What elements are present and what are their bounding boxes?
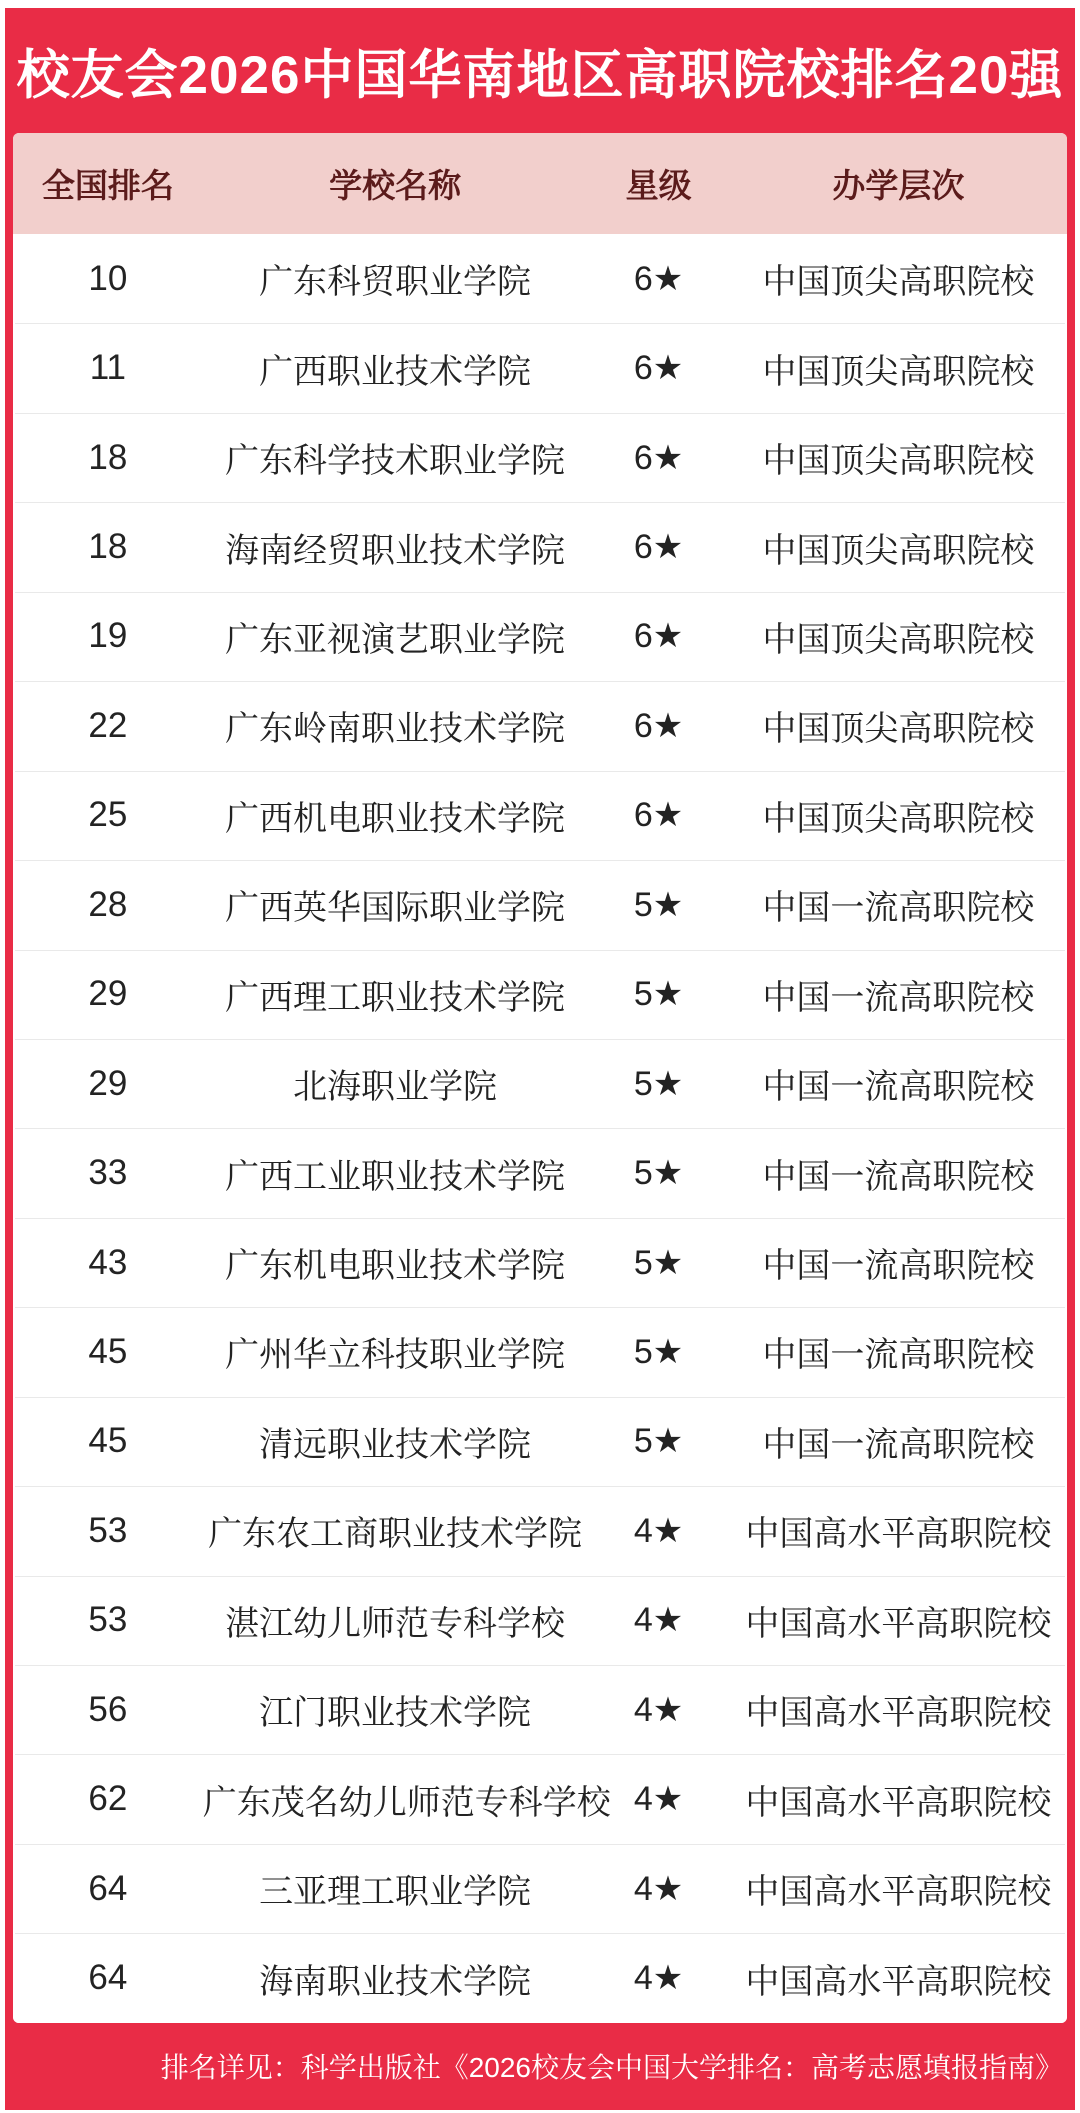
cell-star-rating: 5★ bbox=[633, 885, 684, 924]
cell-national-rank: 29 bbox=[88, 1063, 128, 1103]
cell-national-rank: 56 bbox=[88, 1689, 128, 1729]
table-row bbox=[13, 1665, 1067, 1754]
cell-school-name: 江门职业技术学院 bbox=[259, 1694, 532, 1733]
cell-national-rank: 45 bbox=[88, 1331, 128, 1371]
cell-star-rating: 5★ bbox=[633, 1154, 684, 1193]
cell-school-name: 广西理工职业技术学院 bbox=[225, 978, 566, 1017]
cell-school-level: 中国顶尖高职院校 bbox=[762, 799, 1035, 838]
cell-school-name: 广东农工商职业技术学院 bbox=[208, 1515, 583, 1554]
title-bar bbox=[5, 8, 1075, 133]
table-row bbox=[13, 234, 1067, 323]
cell-star-rating: 6★ bbox=[633, 349, 684, 388]
cell-school-level: 中国一流高职院校 bbox=[762, 978, 1035, 1017]
table-row bbox=[13, 1933, 1067, 2022]
cell-national-rank: 18 bbox=[88, 437, 128, 477]
cell-school-level: 中国高水平高职院校 bbox=[745, 1962, 1052, 2001]
cell-star-rating: 5★ bbox=[633, 1243, 684, 1282]
cell-school-level: 中国一流高职院校 bbox=[762, 1336, 1035, 1375]
cell-star-rating: 6★ bbox=[633, 259, 684, 298]
cell-school-name: 广东机电职业技术学院 bbox=[225, 1247, 566, 1286]
cell-school-name: 广西工业职业技术学院 bbox=[225, 1157, 566, 1196]
table-header-row bbox=[13, 133, 1067, 234]
ranking-table-card bbox=[13, 133, 1067, 2023]
cell-school-level: 中国高水平高职院校 bbox=[745, 1694, 1052, 1733]
cell-school-name: 三亚理工职业学院 bbox=[259, 1873, 532, 1912]
cell-star-rating: 4★ bbox=[633, 1511, 684, 1550]
cell-school-level: 中国高水平高职院校 bbox=[745, 1515, 1052, 1554]
table-row bbox=[13, 1486, 1067, 1575]
table-body bbox=[13, 234, 1067, 2023]
table-row bbox=[13, 413, 1067, 502]
cell-school-level: 中国顶尖高职院校 bbox=[762, 442, 1035, 481]
cell-school-name: 广西职业技术学院 bbox=[259, 352, 532, 391]
cell-school-name: 北海职业学院 bbox=[293, 1068, 498, 1107]
cell-national-rank: 43 bbox=[88, 1242, 128, 1282]
cell-national-rank: 22 bbox=[88, 705, 128, 745]
cell-school-name: 广东科贸职业学院 bbox=[259, 263, 532, 302]
table-row bbox=[13, 1218, 1067, 1307]
cell-school-name: 广西机电职业技术学院 bbox=[225, 799, 566, 838]
cell-national-rank: 64 bbox=[88, 1868, 128, 1908]
cell-star-rating: 4★ bbox=[633, 1780, 684, 1819]
table-row bbox=[13, 502, 1067, 591]
table-row bbox=[13, 323, 1067, 412]
table-row bbox=[13, 592, 1067, 681]
footer-bar bbox=[5, 2023, 1075, 2110]
cell-school-name: 广东亚视演艺职业学院 bbox=[225, 620, 566, 659]
cell-national-rank: 53 bbox=[88, 1600, 128, 1640]
table-row bbox=[13, 1844, 1067, 1933]
column-header-national-rank: 全国排名 bbox=[41, 167, 174, 204]
cell-school-name: 广西英华国际职业学院 bbox=[225, 889, 566, 928]
table-row bbox=[13, 1754, 1067, 1843]
cell-school-name: 海南职业技术学院 bbox=[259, 1962, 532, 2001]
cell-school-level: 中国一流高职院校 bbox=[762, 1157, 1035, 1196]
cell-star-rating: 6★ bbox=[633, 528, 684, 567]
cell-school-name: 广东岭南职业技术学院 bbox=[225, 710, 566, 749]
cell-national-rank: 11 bbox=[89, 348, 127, 388]
cell-star-rating: 5★ bbox=[633, 975, 684, 1014]
cell-national-rank: 18 bbox=[88, 527, 128, 567]
cell-star-rating: 4★ bbox=[633, 1690, 684, 1729]
cell-star-rating: 6★ bbox=[633, 706, 684, 745]
cell-school-name: 广东科学技术职业学院 bbox=[225, 442, 566, 481]
cell-national-rank: 25 bbox=[88, 795, 128, 835]
table-row bbox=[13, 860, 1067, 949]
cell-national-rank: 62 bbox=[88, 1779, 128, 1819]
cell-school-level: 中国高水平高职院校 bbox=[745, 1873, 1052, 1912]
table-row bbox=[13, 950, 1067, 1039]
cell-star-rating: 4★ bbox=[633, 1869, 684, 1908]
table-row bbox=[13, 1128, 1067, 1217]
page-title: 校友会2026中国华南地区高职院校排名20强 bbox=[16, 45, 1064, 105]
column-header-school-name: 学校名称 bbox=[329, 167, 462, 204]
cell-star-rating: 6★ bbox=[633, 617, 684, 656]
column-header-star-rating: 星级 bbox=[625, 167, 692, 204]
cell-school-level: 中国一流高职院校 bbox=[762, 889, 1035, 928]
cell-star-rating: 5★ bbox=[633, 1422, 684, 1461]
table-row bbox=[13, 681, 1067, 770]
cell-star-rating: 6★ bbox=[633, 796, 684, 835]
table-row bbox=[13, 1397, 1067, 1486]
cell-school-name: 广州华立科技职业学院 bbox=[225, 1336, 566, 1375]
cell-national-rank: 19 bbox=[88, 616, 128, 656]
cell-national-rank: 28 bbox=[88, 884, 128, 924]
cell-national-rank: 10 bbox=[88, 258, 128, 298]
column-header-school-level: 办学层次 bbox=[832, 167, 965, 204]
cell-school-level: 中国一流高职院校 bbox=[762, 1425, 1035, 1464]
cell-school-name: 湛江幼儿师范专科学校 bbox=[225, 1604, 566, 1643]
table-row bbox=[13, 1576, 1067, 1665]
cell-national-rank: 45 bbox=[88, 1421, 128, 1461]
cell-school-level: 中国高水平高职院校 bbox=[745, 1783, 1052, 1822]
cell-star-rating: 4★ bbox=[633, 1601, 684, 1640]
cell-star-rating: 5★ bbox=[633, 1064, 684, 1103]
cell-national-rank: 29 bbox=[88, 974, 128, 1014]
cell-school-name: 海南经贸职业技术学院 bbox=[225, 531, 566, 570]
cell-school-level: 中国顶尖高职院校 bbox=[762, 263, 1035, 302]
cell-school-level: 中国一流高职院校 bbox=[762, 1068, 1035, 1107]
cell-national-rank: 64 bbox=[88, 1958, 128, 1998]
ranking-panel bbox=[5, 8, 1075, 2110]
footer-source-text: 排名详见：科学出版社《2026校友会中国大学排名：高考志愿填报指南》 bbox=[160, 2052, 1063, 2084]
cell-national-rank: 33 bbox=[88, 1153, 128, 1193]
cell-school-level: 中国顶尖高职院校 bbox=[762, 710, 1035, 749]
cell-star-rating: 6★ bbox=[633, 438, 684, 477]
cell-star-rating: 5★ bbox=[633, 1332, 684, 1371]
cell-school-level: 中国高水平高职院校 bbox=[745, 1604, 1052, 1643]
table-row bbox=[13, 771, 1067, 860]
cell-national-rank: 53 bbox=[88, 1510, 128, 1550]
cell-school-level: 中国顶尖高职院校 bbox=[762, 531, 1035, 570]
cell-school-name: 清远职业技术学院 bbox=[259, 1425, 532, 1464]
cell-star-rating: 4★ bbox=[633, 1959, 684, 1998]
table-row bbox=[13, 1039, 1067, 1128]
table-row bbox=[13, 1307, 1067, 1396]
cell-school-level: 中国一流高职院校 bbox=[762, 1247, 1035, 1286]
cell-school-name: 广东茂名幼儿师范专科学校 bbox=[202, 1783, 611, 1822]
cell-school-level: 中国顶尖高职院校 bbox=[762, 352, 1035, 391]
cell-school-level: 中国顶尖高职院校 bbox=[762, 620, 1035, 659]
